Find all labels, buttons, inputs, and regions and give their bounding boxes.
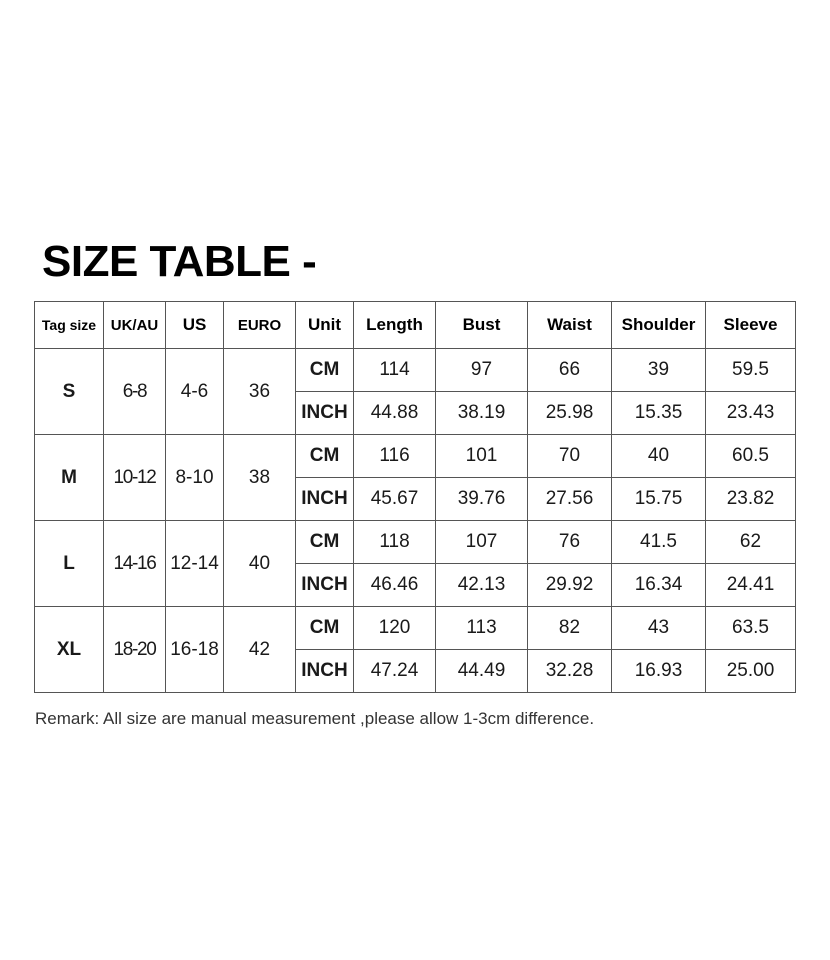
bust-cell: 42.13 xyxy=(436,564,528,607)
size-tag-cell: S xyxy=(35,349,104,435)
table-row-l-cm xyxy=(35,521,796,564)
column-header-length: Length xyxy=(354,302,436,349)
unit-cell: INCH xyxy=(296,392,354,435)
shoulder-cell: 15.35 xyxy=(612,392,706,435)
length-cell: 46.46 xyxy=(354,564,436,607)
sleeve-cell: 25.00 xyxy=(706,650,796,693)
unit-cell: CM xyxy=(296,349,354,392)
column-header-unit: Unit xyxy=(296,302,354,349)
column-header-us: US xyxy=(166,302,224,349)
length-cell: 116 xyxy=(354,435,436,478)
size-tag-cell: L xyxy=(35,521,104,607)
waist-cell: 70 xyxy=(528,435,612,478)
uk-au-cell: 6-8 xyxy=(104,349,166,435)
us-cell: 8-10 xyxy=(166,435,224,521)
bust-cell: 113 xyxy=(436,607,528,650)
us-cell: 16-18 xyxy=(166,607,224,693)
column-header-bust: Bust xyxy=(436,302,528,349)
shoulder-cell: 16.34 xyxy=(612,564,706,607)
bust-cell: 101 xyxy=(436,435,528,478)
shoulder-cell: 15.75 xyxy=(612,478,706,521)
unit-cell: INCH xyxy=(296,478,354,521)
shoulder-cell: 39 xyxy=(612,349,706,392)
waist-cell: 66 xyxy=(528,349,612,392)
shoulder-cell: 16.93 xyxy=(612,650,706,693)
column-header-uk-au: UK/AU xyxy=(104,302,166,349)
bust-cell: 107 xyxy=(436,521,528,564)
size-tag-cell: M xyxy=(35,435,104,521)
waist-cell: 25.98 xyxy=(528,392,612,435)
sleeve-cell: 24.41 xyxy=(706,564,796,607)
column-header-euro: EURO xyxy=(224,302,296,349)
unit-cell: CM xyxy=(296,521,354,564)
bust-cell: 38.19 xyxy=(436,392,528,435)
sleeve-cell: 62 xyxy=(706,521,796,564)
unit-cell: INCH xyxy=(296,564,354,607)
shoulder-cell: 40 xyxy=(612,435,706,478)
length-cell: 118 xyxy=(354,521,436,564)
length-cell: 47.24 xyxy=(354,650,436,693)
euro-cell: 36 xyxy=(224,349,296,435)
bust-cell: 97 xyxy=(436,349,528,392)
column-header-shoulder: Shoulder xyxy=(612,302,706,349)
table-row-s-cm xyxy=(35,349,796,392)
us-cell: 4-6 xyxy=(166,349,224,435)
euro-cell: 40 xyxy=(224,521,296,607)
unit-cell: CM xyxy=(296,435,354,478)
uk-au-cell: 10-12 xyxy=(104,435,166,521)
size-tag-cell: XL xyxy=(35,607,104,693)
length-cell: 114 xyxy=(354,349,436,392)
remark-text: Remark: All size are manual measurement ,please allow 1-3cm difference. xyxy=(35,709,595,728)
us-cell: 12-14 xyxy=(166,521,224,607)
waist-cell: 32.28 xyxy=(528,650,612,693)
table-header-row xyxy=(35,302,796,349)
waist-cell: 29.92 xyxy=(528,564,612,607)
sleeve-cell: 23.43 xyxy=(706,392,796,435)
sleeve-cell: 60.5 xyxy=(706,435,796,478)
euro-cell: 42 xyxy=(224,607,296,693)
waist-cell: 27.56 xyxy=(528,478,612,521)
shoulder-cell: 43 xyxy=(612,607,706,650)
unit-cell: INCH xyxy=(296,650,354,693)
sleeve-cell: 63.5 xyxy=(706,607,796,650)
shoulder-cell: 41.5 xyxy=(612,521,706,564)
uk-au-cell: 18-20 xyxy=(104,607,166,693)
size-table xyxy=(34,301,796,693)
length-cell: 120 xyxy=(354,607,436,650)
waist-cell: 76 xyxy=(528,521,612,564)
length-cell: 45.67 xyxy=(354,478,436,521)
page-title: SIZE TABLE - xyxy=(42,237,317,286)
column-header-tag-size: Tag size xyxy=(35,302,104,349)
sleeve-cell: 59.5 xyxy=(706,349,796,392)
bust-cell: 39.76 xyxy=(436,478,528,521)
table-row-m-cm xyxy=(35,435,796,478)
column-header-sleeve: Sleeve xyxy=(706,302,796,349)
length-cell: 44.88 xyxy=(354,392,436,435)
uk-au-cell: 14-16 xyxy=(104,521,166,607)
unit-cell: CM xyxy=(296,607,354,650)
sleeve-cell: 23.82 xyxy=(706,478,796,521)
column-header-waist: Waist xyxy=(528,302,612,349)
bust-cell: 44.49 xyxy=(436,650,528,693)
euro-cell: 38 xyxy=(224,435,296,521)
table-row-xl-cm xyxy=(35,607,796,650)
waist-cell: 82 xyxy=(528,607,612,650)
